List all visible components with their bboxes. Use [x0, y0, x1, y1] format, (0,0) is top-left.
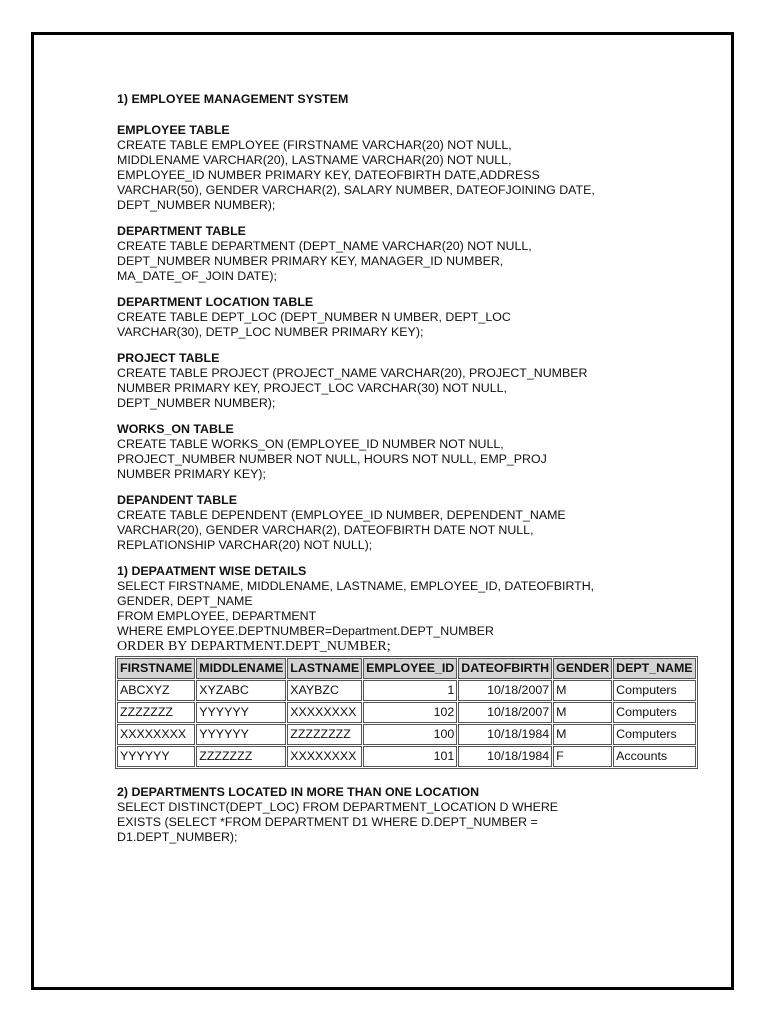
query-multi-location — [117, 785, 737, 845]
table-cell: XXXXXXXX — [287, 702, 362, 723]
sql-line: VARCHAR(30), DETP_LOC NUMBER PRIMARY KEY); — [117, 325, 424, 339]
table-cell: YYYYYY — [117, 746, 195, 767]
sql-line: PROJECT_NUMBER NUMBER NOT NULL, HOURS NOT NULL, EMP_PROJ — [117, 452, 547, 466]
table-row — [117, 746, 696, 767]
sql-line: CREATE TABLE WORKS_ON (EMPLOYEE_ID NUMBER NOT NULL, — [117, 437, 504, 451]
sql-line: CREATE TABLE DEPARTMENT (DEPT_NAME VARCHAR(20) NOT NULL, — [117, 239, 532, 253]
table-row — [117, 724, 696, 745]
document-title: 1) EMPLOYEE MANAGEMENT SYSTEM — [117, 92, 349, 106]
sql-line: CREATE TABLE DEPENDENT (EMPLOYEE_ID NUMBER, DEPENDENT_NAME — [117, 508, 566, 522]
table-cell: XXXXXXXX — [287, 746, 362, 767]
table-cell: M — [553, 724, 612, 745]
section-heading: DEPARTMENT LOCATION TABLE — [117, 295, 314, 309]
table-cell: XAYBZC — [287, 680, 362, 701]
table-cell: ZZZZZZZZ — [287, 724, 362, 745]
column-header: DATEOFBIRTH — [458, 658, 552, 679]
sql-line: GENDER, DEPT_NAME — [117, 594, 253, 608]
table-cell: Accounts — [613, 746, 695, 767]
sql-line: NUMBER PRIMARY KEY, PROJECT_LOC VARCHAR(30) NOT NULL, — [117, 381, 507, 395]
table-row — [117, 702, 696, 723]
sql-line: CREATE TABLE DEPT_LOC (DEPT_NUMBER N UMBER, DEPT_LOC — [117, 310, 511, 324]
sql-line: D1.DEPT_NUMBER); — [117, 830, 238, 844]
sql-line: WHERE EMPLOYEE.DEPTNUMBER=Department.DEPT_NUMBER — [117, 624, 494, 638]
table-definition-section — [117, 224, 737, 284]
column-header: MIDDLENAME — [196, 658, 286, 679]
query-heading: 1) DEPAATMENT WISE DETAILS — [117, 564, 307, 578]
sql-line: CREATE TABLE PROJECT (PROJECT_NAME VARCHAR(20), PROJECT_NUMBER — [117, 366, 588, 380]
table-cell: 101 — [363, 746, 457, 767]
result-table — [115, 656, 698, 769]
section-heading: DEPARTMENT TABLE — [117, 224, 246, 238]
table-cell: 10/18/2007 — [458, 680, 552, 701]
column-header: GENDER — [553, 658, 612, 679]
table-cell: Computers — [613, 724, 695, 745]
table-cell: 10/18/1984 — [458, 746, 552, 767]
table-definition-section — [117, 351, 737, 411]
sql-line: DEPT_NUMBER NUMBER); — [117, 396, 276, 410]
table-body — [117, 680, 696, 767]
table-cell: YYYYYY — [196, 702, 286, 723]
query-sql — [117, 579, 737, 639]
sql-line: EMPLOYEE_ID NUMBER PRIMARY KEY, DATEOFBIRTH DATE,ADDRESS — [117, 168, 540, 182]
sql-line: FROM EMPLOYEE, DEPARTMENT — [117, 609, 317, 623]
sql-line: VARCHAR(20), GENDER VARCHAR(2), DATEOFBIRTH DATE NOT NULL, — [117, 523, 534, 537]
section-heading: DEPANDENT TABLE — [117, 493, 238, 507]
table-definitions — [117, 123, 737, 553]
table-cell: M — [553, 702, 612, 723]
table-row — [117, 680, 696, 701]
table-cell: 100 — [363, 724, 457, 745]
column-header: LASTNAME — [287, 658, 362, 679]
column-header: EMPLOYEE_ID — [363, 658, 457, 679]
table-cell: YYYYYY — [196, 724, 286, 745]
sql-line: VARCHAR(50), GENDER VARCHAR(2), SALARY NUMBER, DATEOFJOINING DATE, — [117, 183, 595, 197]
sql-line: DEPT_NUMBER NUMBER); — [117, 198, 276, 212]
table-cell: Computers — [613, 702, 695, 723]
column-header: DEPT_NAME — [613, 658, 695, 679]
table-definition-section — [117, 123, 737, 213]
order-by-clause: ORDER BY DEPARTMENT.DEPT_NUMBER; — [117, 639, 391, 654]
table-cell: F — [553, 746, 612, 767]
query-sql — [117, 800, 737, 845]
table-cell: ZZZZZZZ — [196, 746, 286, 767]
table-definition-section — [117, 422, 737, 482]
table-cell: 10/18/1984 — [458, 724, 552, 745]
table-cell: ZZZZZZZ — [117, 702, 195, 723]
table-cell: ABCXYZ — [117, 680, 195, 701]
document-body — [117, 92, 737, 856]
sql-line: CREATE TABLE EMPLOYEE (FIRSTNAME VARCHAR(20) NOT NULL, — [117, 138, 512, 152]
table-cell: 102 — [363, 702, 457, 723]
table-cell: M — [553, 680, 612, 701]
section-heading: PROJECT TABLE — [117, 351, 220, 365]
query-heading: 2) DEPARTMENTS LOCATED IN MORE THAN ONE LOCATION — [117, 785, 480, 799]
table-definition-section — [117, 493, 737, 553]
section-heading: WORKS_ON TABLE — [117, 422, 234, 436]
table-definition-section — [117, 295, 737, 340]
table-cell: Computers — [613, 680, 695, 701]
sql-line: REPLATIONSHIP VARCHAR(20) NOT NULL); — [117, 538, 373, 552]
sql-line: SELECT FIRSTNAME, MIDDLENAME, LASTNAME, EMPLOYEE_ID, DATEOFBIRTH, — [117, 579, 595, 593]
sql-line: NUMBER PRIMARY KEY); — [117, 467, 266, 481]
sql-line: MA_DATE_OF_JOIN DATE); — [117, 269, 277, 283]
sql-line: DEPT_NUMBER NUMBER PRIMARY KEY, MANAGER_ID NUMBER, — [117, 254, 504, 268]
sql-line: MIDDLENAME VARCHAR(20), LASTNAME VARCHAR(20) NOT NULL, — [117, 153, 512, 167]
table-header-row — [117, 658, 696, 679]
query-department-wise — [117, 564, 737, 769]
table-cell: XXXXXXXX — [117, 724, 195, 745]
sql-line: EXISTS (SELECT *FROM DEPARTMENT D1 WHERE D.DEPT_NUMBER = — [117, 815, 538, 829]
table-cell: 1 — [363, 680, 457, 701]
column-header: FIRSTNAME — [117, 658, 195, 679]
table-cell: 10/18/2007 — [458, 702, 552, 723]
table-cell: XYZABC — [196, 680, 286, 701]
section-heading: EMPLOYEE TABLE — [117, 123, 230, 137]
sql-line: SELECT DISTINCT(DEPT_LOC) FROM DEPARTMENT_LOCATION D WHERE — [117, 800, 559, 814]
